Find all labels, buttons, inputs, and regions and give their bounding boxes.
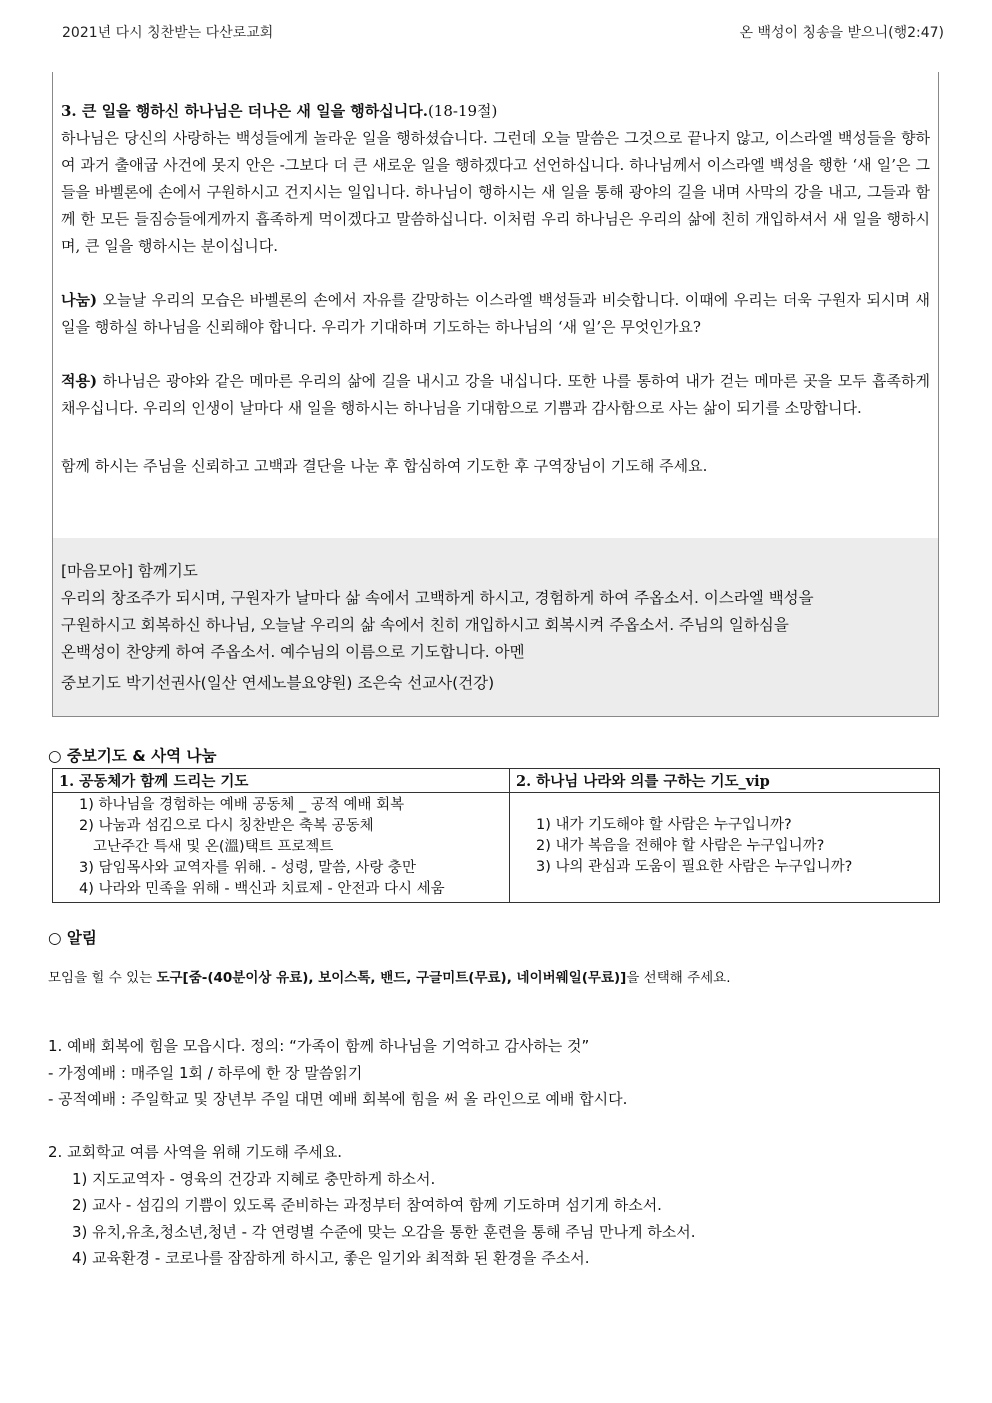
prayer-line-2: 구원하시고 회복하신 하나님, 오늘날 우리의 삶 속에서 친히 개입하시고 회복시켜 주옵소서. 주님의 일하심을: [61, 616, 789, 634]
list-item: 고난주간 특새 및 온(溫)택트 프로젝트: [93, 839, 334, 855]
sermon-body: 하나님은 당신의 사랑하는 백성들에게 놀라운 일을 행하셨습니다. 그런데 오늘 말씀은 그것으로 끝나지 않고, 이스라엘 백성들을 향하여 과거 출애굽 사건에 못지 안은 -그보다 더 큰 새로운 일을 행하겠다고 선언하십니다. 하나님께서 이스라엘 백성을 행한 ‘새 일’은 그들을 바벨론에 손에서 구원하시고 건지시는 일입니다. 하나님이 행하시는 새 일을 통해 광야의 길을 내며 사막의 강을 내고, 그들과 함께 한 모든 들짐승들에게까지 흡족하게 먹이겠다고 말씀하십니다. 이처럼 우리 하나님은 우리의 삶에 친히 개입하셔서 새 일을 행하시며, 큰 일을 행하시는 분이십니다.: [61, 129, 930, 255]
notice-item-2-3: 3) 유치,유초,청소년,청년 - 각 연령별 수준에 맞는 오감을 통한 훈련을 통해 주님 만나게 하소서.: [72, 1222, 696, 1241]
section-heading: [61, 98, 930, 125]
notice-tools: [48, 966, 731, 986]
notice-tools-prefix: 모임을 힐 수 있는: [48, 970, 157, 986]
notice-item-2-4: 4) 교육환경 - 코로나를 잠잠하게 하시고, 좋은 일기와 최적화 된 환경을 주소서.: [72, 1249, 590, 1267]
list-item: 2) 내가 복음을 전해야 할 사람은 누구입니까?: [536, 838, 825, 854]
col1-header: 1. 공동체가 함께 드리는 기도: [53, 769, 510, 793]
prayer-line-1: 우리의 창조주가 되시며, 구원자가 날마다 삶 속에서 고백하게 하시고, 경험하게 하여 주옵소서. 이스라엘 백성을: [61, 589, 814, 607]
notice-tools-bold: 도구[줌-(40분이상 유료), 보이스톡, 밴드, 구글미트(무료), 네이버웨일(무료)]: [156, 970, 627, 986]
table-row: [53, 793, 940, 903]
table-header-row: [53, 769, 940, 793]
section-title: 3. 큰 일을 행하신 하나님은 더나은 새 일을 행하십니다.: [61, 102, 428, 120]
list-item: 3) 담임목사와 교역자를 위해. - 성령, 말씀, 사랑 충만: [79, 860, 416, 876]
section-ref: (18-19절): [427, 102, 498, 120]
notice-item-1: [48, 1033, 627, 1113]
header-left: 2021년 다시 칭찬받는 다산로교회: [62, 25, 274, 41]
col1-cell: [53, 793, 510, 903]
notice-item-2: [48, 1139, 696, 1272]
instruction: 함께 하시는 주님을 신뢰하고 고백과 결단을 나눈 후 합심하여 기도한 후 구역장님이 기도해 주세요.: [61, 457, 708, 475]
notice-item-2-title: 2. 교회학교 여름 사역을 위해 기도해 주세요.: [48, 1143, 343, 1161]
list-item: 1) 하나님을 경험하는 예배 공동체 _ 공적 예배 회복: [79, 797, 405, 813]
apply-paragraph: [61, 368, 930, 422]
intercession-heading: ○ 중보기도 & 사역 나눔: [48, 747, 217, 765]
notice-tools-suffix: 을 선택해 주세요.: [626, 970, 731, 986]
prayer-title: [마음모아] 함께기도: [61, 562, 198, 580]
sermon-content: [61, 98, 930, 480]
prayer-line-3: 온백성이 찬양케 하여 주옵소서. 예수님의 이름으로 기도합니다. 아멘: [61, 643, 525, 661]
col2-header: 2. 하나님 나라와 의를 구하는 기도_vip: [510, 769, 940, 793]
apply-text: 하나님은 광야와 같은 메마른 우리의 삶에 길을 내시고 강을 내십니다. 또한 나를 통하여 내가 걷는 메마른 곳을 모두 흡족하게 채우십니다. 우리의 인생이 날마다 새 일을 행하시는 하나님을 기대함으로 기쁨과 감사함으로 사는 삶이 되기를 소망합니다.: [61, 372, 930, 417]
list-item: 3) 나의 관심과 도움이 필요한 사람은 누구입니까?: [536, 859, 853, 875]
sermon-box: [52, 72, 939, 717]
notice-item-2-1: 1) 지도교역자 - 영육의 건강과 지혜로 충만하게 하소서.: [72, 1169, 436, 1188]
list-item: 4) 나라와 민족을 위해 - 백신과 치료제 - 안전과 다시 세움: [79, 881, 445, 897]
intercessors: 중보기도 박기선권사(일산 연세노블요양원) 조은숙 선교사(건강): [61, 674, 495, 692]
prayer-panel: [53, 538, 938, 716]
notice-item-2-2: 2) 교사 - 섬김의 기쁨이 있도록 준비하는 과정부터 참여하여 함께 기도하며 섬기게 하소서.: [72, 1196, 662, 1214]
col2-cell: [510, 793, 940, 903]
notice-heading: ○ 알림: [48, 929, 97, 947]
notice-item-1-a: - 가정예배 : 매주일 1회 / 하루에 한 장 말씀읽기: [48, 1063, 363, 1082]
share-text: 오늘날 우리의 모습은 바벨론의 손에서 자유를 갈망하는 이스라엘 백성들과 비슷합니다. 이때에 우리는 더욱 구원자 되시며 새 일을 행하실 하나님을 신뢰해야 합니다. 우리가 기대하며 기도하는 하나님의 ‘새 일’은 무엇인가요?: [61, 291, 930, 336]
list-item: 1) 내가 기도해야 할 사람은 누구입니까?: [536, 817, 792, 833]
prayer-table: [52, 768, 940, 903]
notice-item-1-title: 1. 예배 회복에 힘을 모읍시다. 정의: “가족이 함께 하나님을 기억하고 감사하는 것”: [48, 1037, 590, 1055]
share-paragraph: [61, 287, 930, 341]
header-right: 온 백성이 칭송을 받으니(행2:47): [739, 25, 944, 41]
notice-item-1-b: - 공적예배 : 주일학교 및 장년부 주일 대면 예배 회복에 힘을 써 올 라인으로 예배 합시다.: [48, 1090, 628, 1108]
list-item: 2) 나눔과 섬김으로 다시 칭찬받은 축복 공동체: [79, 818, 374, 834]
share-label: 나눔): [61, 291, 98, 309]
apply-label: 적용): [61, 372, 98, 390]
